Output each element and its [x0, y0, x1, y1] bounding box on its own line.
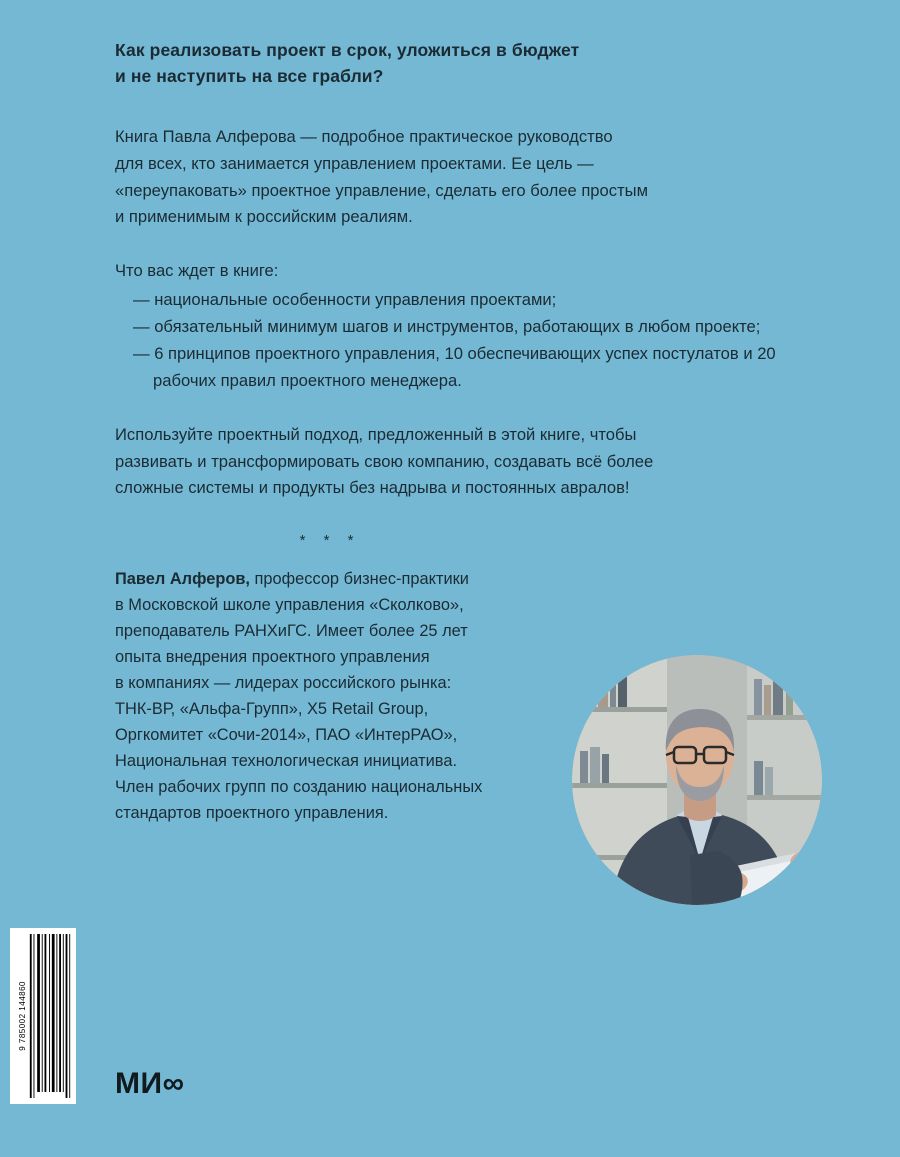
barcode-bars — [28, 934, 72, 1098]
list-item: — обязательный минимум шагов и инструментов, работающих в любом проекте; — [133, 317, 761, 337]
headline-line-1: Как реализовать проект в срок, уложиться в бюджет — [115, 40, 580, 60]
publisher-mark-infinity: ∞ — [162, 1067, 183, 1100]
author-bio-line-9: Член рабочих групп по созданию национальных — [115, 777, 483, 796]
closing-line-3: сложные системы и продукты без надрыва и постоянных авралов! — [115, 478, 630, 498]
intro-line-2: для всех, кто занимается управлением проектами. Ее цель — — [115, 153, 594, 173]
intro-paragraph — [115, 124, 755, 232]
author-bio-line-3: преподаватель РАНХиГС. Имеет более 25 лет — [115, 622, 468, 641]
headline — [115, 38, 735, 90]
list-item: — национальные особенности управления проектами; — [133, 290, 557, 310]
barcode — [10, 928, 76, 1104]
author-bio — [115, 567, 585, 826]
barcode-digits — [16, 934, 28, 1098]
publisher-logo — [115, 1069, 183, 1099]
author-title: профессор бизнес-практики — [249, 570, 469, 589]
feature-list — [115, 287, 815, 395]
intro-line-1: Книга Павла Алферова — подробное практическое руководство — [115, 126, 613, 146]
author-bio-line-8: Национальная технологическая инициатива. — [115, 751, 458, 770]
closing-paragraph — [115, 422, 755, 503]
author-bio-line-10: стандартов проектного управления. — [115, 803, 389, 822]
portrait-illustration — [572, 655, 822, 905]
section-divider: * * * — [299, 532, 361, 550]
author-bio-line-4: опыта внедрения проектного управления — [115, 648, 430, 667]
author-name: Павел Алферов, — [115, 570, 250, 589]
publisher-mark: МИ — [115, 1067, 163, 1100]
author-bio-line-6: ТНК-ВР, «Альфа-Групп», X5 Retail Group, — [115, 699, 429, 718]
closing-line-1: Используйте проектный подход, предложенный в этой книге, чтобы — [115, 424, 637, 444]
author-bio-line-2: в Московской школе управления «Сколково», — [115, 596, 464, 615]
list-item: — 6 принципов проектного управления, 10 обеспечивающих успех постулатов и 20 рабочих правил проектного менеджера. — [133, 343, 776, 390]
author-photo — [572, 655, 822, 905]
closing-line-2: развивать и трансформировать свою компанию, создавать всё более — [115, 451, 654, 471]
barcode-number: 9 785002 144860 — [17, 981, 27, 1051]
author-bio-line-1 — [115, 567, 585, 593]
list-intro: Что вас ждет в книге: — [115, 261, 279, 281]
author-bio-line-5: в компаниях — лидерах российского рынка: — [115, 673, 452, 692]
intro-line-3: «переупаковать» проектное управление, сделать его более простым — [115, 180, 649, 200]
headline-line-2: и не наступить на все грабли? — [115, 65, 384, 86]
author-bio-line-7: Оргкомитет «Сочи-2014», ПАО «ИнтерРАО», — [115, 725, 458, 744]
intro-line-4: и применимым к российским реалиям. — [115, 207, 413, 227]
